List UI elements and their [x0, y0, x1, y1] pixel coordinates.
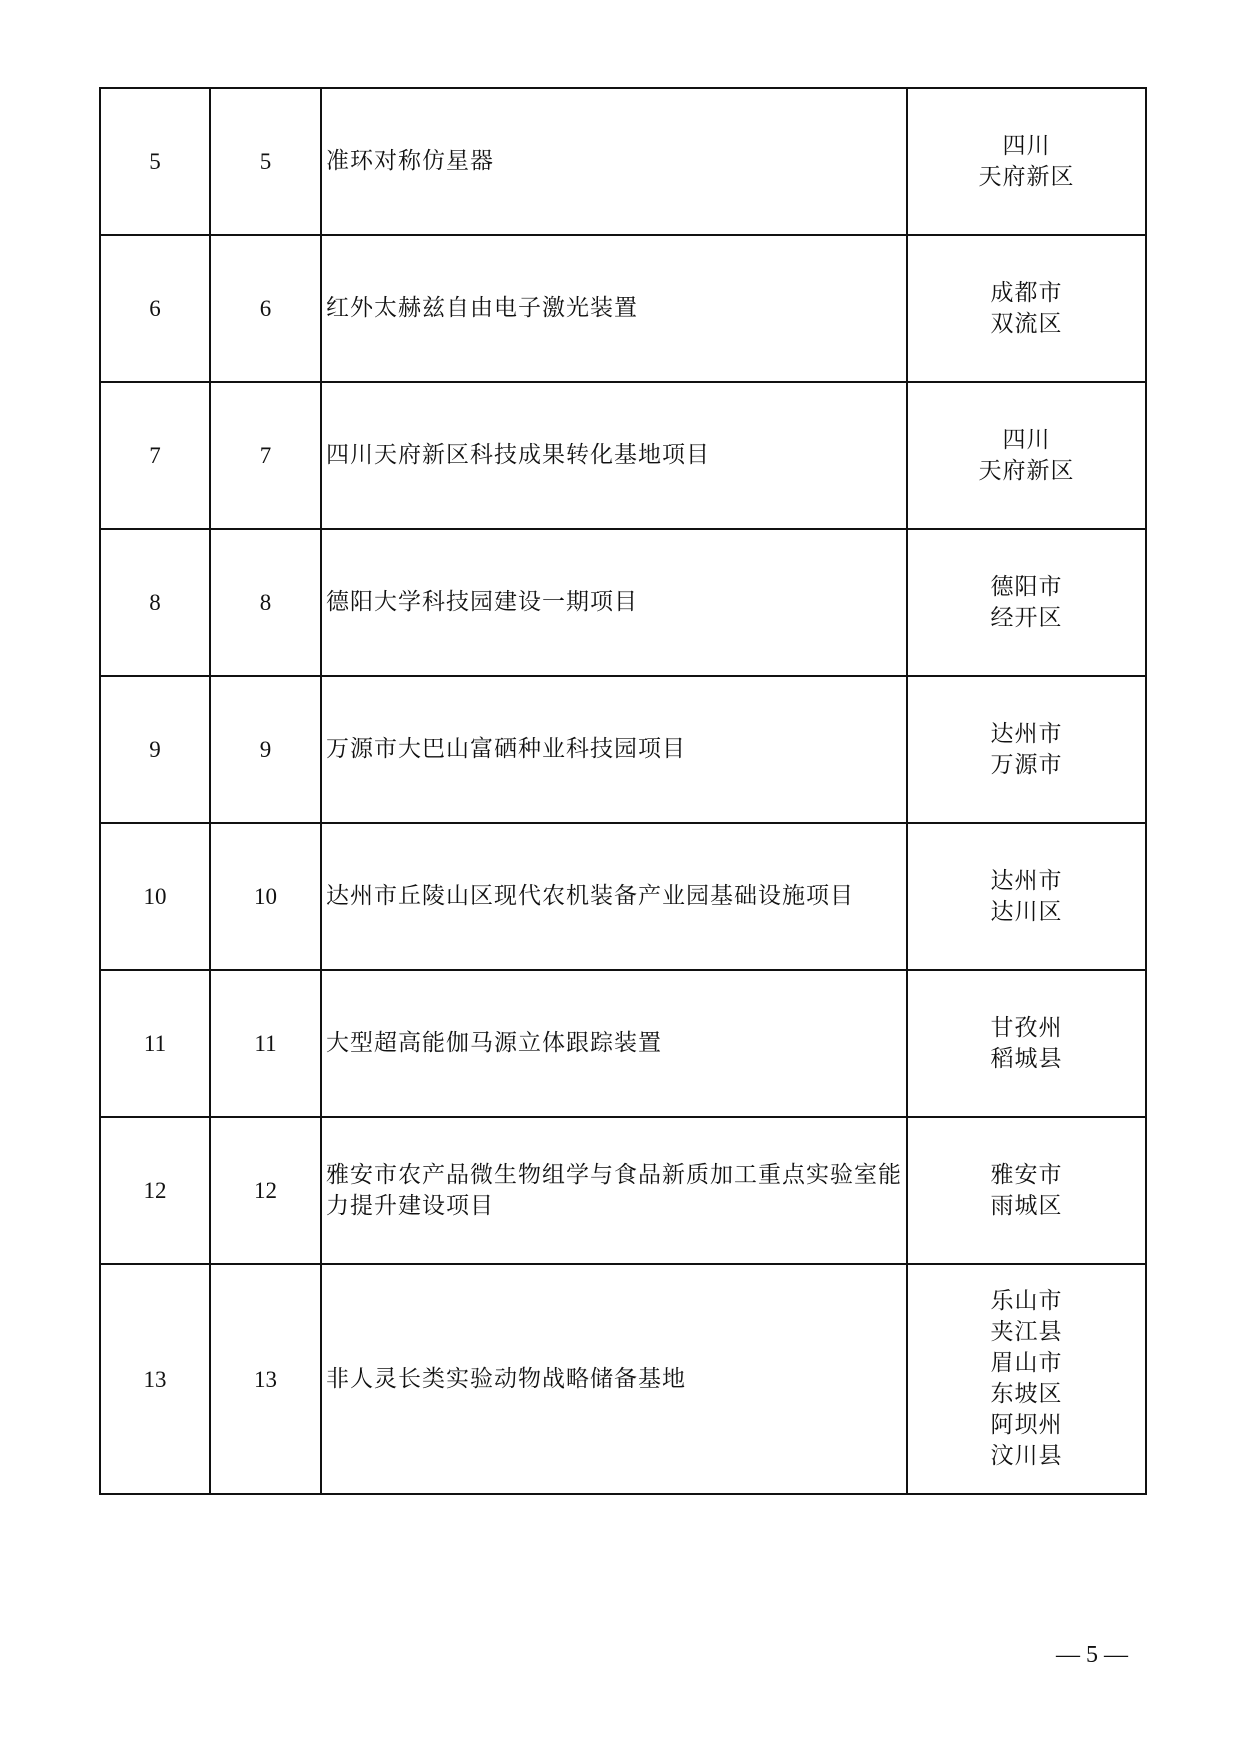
table-row	[100, 529, 1146, 676]
location-line: 双流区	[990, 310, 1063, 337]
sequence-cell: 13	[100, 1264, 210, 1494]
location-line: 阿坝州	[990, 1412, 1063, 1438]
sequence-cell: 6	[100, 235, 210, 382]
location-cell	[907, 1264, 1146, 1494]
location-line: 汶川县	[990, 1443, 1063, 1469]
sequence-cell: 10	[100, 823, 210, 970]
page-number: — 5 —	[1056, 1642, 1128, 1668]
sequence-cell: 12	[100, 1117, 210, 1264]
project-table-body	[100, 88, 1146, 1494]
location-cell	[907, 676, 1146, 823]
project-number-cell: 9	[210, 676, 321, 823]
location-cell	[907, 382, 1146, 529]
sequence-cell: 8	[100, 529, 210, 676]
table-row	[100, 823, 1146, 970]
project-name-cell: 德阳大学科技园建设一期项目	[321, 529, 907, 676]
project-name-cell: 四川天府新区科技成果转化基地项目	[321, 382, 907, 529]
location-cell	[907, 970, 1146, 1117]
project-table	[99, 87, 1147, 1495]
location-cell	[907, 88, 1146, 235]
location-cell	[907, 823, 1146, 970]
location-line: 东坡区	[990, 1381, 1063, 1407]
sequence-cell: 9	[100, 676, 210, 823]
project-name-cell: 达州市丘陵山区现代农机装备产业园基础设施项目	[321, 823, 907, 970]
location-line: 达川区	[990, 898, 1063, 925]
location-line: 乐山市	[990, 1288, 1063, 1314]
location-line: 四川	[1002, 132, 1051, 159]
table-row	[100, 676, 1146, 823]
project-number-cell: 12	[210, 1117, 321, 1264]
location-line: 雨城区	[990, 1192, 1063, 1219]
location-line: 达州市	[990, 720, 1063, 747]
table-row	[100, 970, 1146, 1117]
project-number-cell: 7	[210, 382, 321, 529]
location-line: 雅安市	[990, 1161, 1063, 1188]
sequence-cell: 11	[100, 970, 210, 1117]
location-line: 天府新区	[978, 163, 1075, 190]
location-line: 德阳市	[990, 573, 1063, 600]
project-number-cell: 8	[210, 529, 321, 676]
location-line: 经开区	[990, 604, 1063, 631]
project-name-cell: 非人灵长类实验动物战略储备基地	[321, 1264, 907, 1494]
table-row	[100, 382, 1146, 529]
project-number-cell: 10	[210, 823, 321, 970]
table-row	[100, 1264, 1146, 1494]
project-name-cell: 万源市大巴山富硒种业科技园项目	[321, 676, 907, 823]
location-cell	[907, 529, 1146, 676]
table-row	[100, 88, 1146, 235]
location-line: 甘孜州	[990, 1014, 1063, 1041]
location-line: 四川	[1002, 426, 1051, 453]
location-line: 万源市	[990, 751, 1063, 778]
location-cell	[907, 235, 1146, 382]
project-number-cell: 6	[210, 235, 321, 382]
project-number-cell: 11	[210, 970, 321, 1117]
project-name-cell: 准环对称仿星器	[321, 88, 907, 235]
location-cell	[907, 1117, 1146, 1264]
project-name-cell: 红外太赫兹自由电子激光装置	[321, 235, 907, 382]
project-name-cell: 大型超高能伽马源立体跟踪装置	[321, 970, 907, 1117]
location-line: 夹江县	[990, 1319, 1063, 1345]
table-row	[100, 1117, 1146, 1264]
table-row	[100, 235, 1146, 382]
sequence-cell: 5	[100, 88, 210, 235]
location-line: 达州市	[990, 867, 1063, 894]
project-number-cell: 13	[210, 1264, 321, 1494]
project-number-cell: 5	[210, 88, 321, 235]
location-line: 稻城县	[990, 1045, 1063, 1072]
sequence-cell: 7	[100, 382, 210, 529]
project-name-cell: 雅安市农产品微生物组学与食品新质加工重点实验室能力提升建设项目	[321, 1117, 907, 1264]
location-line: 眉山市	[990, 1350, 1063, 1376]
location-line: 成都市	[990, 279, 1063, 306]
location-line: 天府新区	[978, 457, 1075, 484]
